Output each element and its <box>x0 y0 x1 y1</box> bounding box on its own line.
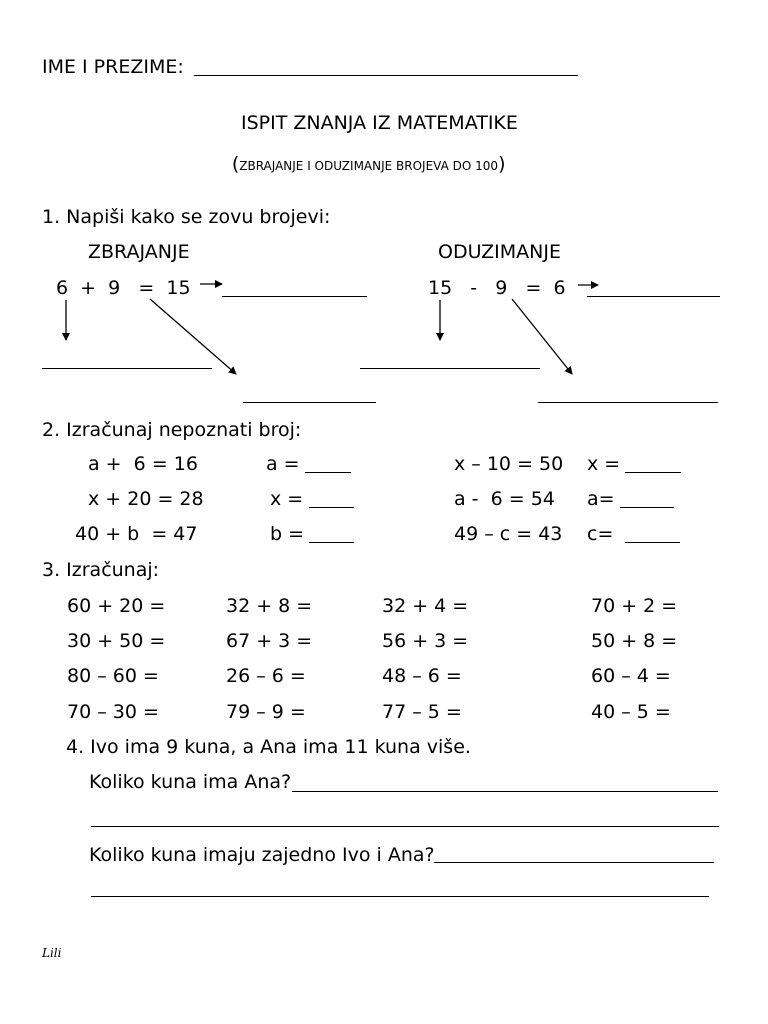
calc-item: 60 + 20 = <box>67 595 166 617</box>
calc-item: 26 – 6 = <box>226 665 306 687</box>
task2-heading: 2. Izračunaj nepoznati broj: <box>42 419 302 441</box>
answer-line[interactable] <box>305 472 351 473</box>
calc-item: 32 + 8 = <box>226 595 313 617</box>
task1-heading: 1. Napiši kako se zovu brojevi: <box>42 206 331 228</box>
calc-item: 80 – 60 = <box>67 665 159 687</box>
answer-label: c= <box>587 523 614 545</box>
equation: x – 10 = 50 <box>454 453 564 475</box>
equation: x + 20 = 28 <box>88 488 204 510</box>
answer-line-together-extra[interactable] <box>91 896 709 897</box>
answer-line[interactable] <box>309 507 354 508</box>
subtraction-expression: 15 - 9 = 6 <box>428 277 566 299</box>
answer-line[interactable] <box>309 542 354 543</box>
answer-line-ana[interactable] <box>292 791 718 792</box>
calc-item: 30 + 50 = <box>67 630 166 652</box>
task3-heading: 3. Izračunaj: <box>42 559 160 581</box>
answer-label: a = <box>266 453 300 475</box>
calc-item: 40 – 5 = <box>591 701 671 723</box>
equation: a + 6 = 16 <box>88 453 198 475</box>
answer-line[interactable] <box>625 542 680 543</box>
calc-item: 70 – 30 = <box>67 701 159 723</box>
task4-heading: 4. Ivo ima 9 kuna, a Ana ima 11 kuna više. <box>66 736 471 758</box>
calc-item: 77 – 5 = <box>382 701 462 723</box>
arrow-subtrahend <box>512 299 572 374</box>
calc-item: 67 + 3 = <box>226 630 313 652</box>
question-ana: Koliko kuna ima Ana? <box>89 771 292 793</box>
equation: a - 6 = 54 <box>454 488 555 510</box>
calc-item: 70 + 2 = <box>591 595 678 617</box>
calc-item: 56 + 3 = <box>382 630 469 652</box>
calc-item: 32 + 4 = <box>382 595 469 617</box>
equation: 40 + b = 47 <box>75 523 198 545</box>
answer-line-together[interactable] <box>434 862 714 863</box>
page-subtitle: (ZBRAJANJE I ODUZIMANJE BROJEVA DO 100) <box>231 153 506 175</box>
calc-item: 48 – 6 = <box>382 665 462 687</box>
calc-item: 50 + 8 = <box>591 630 678 652</box>
answer-line[interactable] <box>625 472 681 473</box>
page-title: ISPIT ZNANJA IZ MATEMATIKE <box>241 112 518 134</box>
addition-label: ZBRAJANJE <box>88 241 190 263</box>
arrow-second-addend <box>150 299 236 374</box>
answer-label: b = <box>270 523 305 545</box>
answer-label: a= <box>587 488 615 510</box>
addition-expression: 6 + 9 = 15 <box>56 277 191 299</box>
answer-label: x = <box>587 453 621 475</box>
author-signature: Lili <box>42 946 62 960</box>
calc-item: 60 – 4 = <box>591 665 671 687</box>
answer-label: x = <box>270 488 304 510</box>
subtraction-label: ODUZIMANJE <box>438 241 561 263</box>
answer-line[interactable] <box>620 507 674 508</box>
answer-line-ana-extra[interactable] <box>91 826 719 827</box>
equation: 49 – c = 43 <box>454 523 563 545</box>
name-label: IME I PREZIME: <box>42 56 184 78</box>
question-together: Koliko kuna imaju zajedno Ivo i Ana? <box>89 844 435 866</box>
calc-item: 79 – 9 = <box>226 701 306 723</box>
